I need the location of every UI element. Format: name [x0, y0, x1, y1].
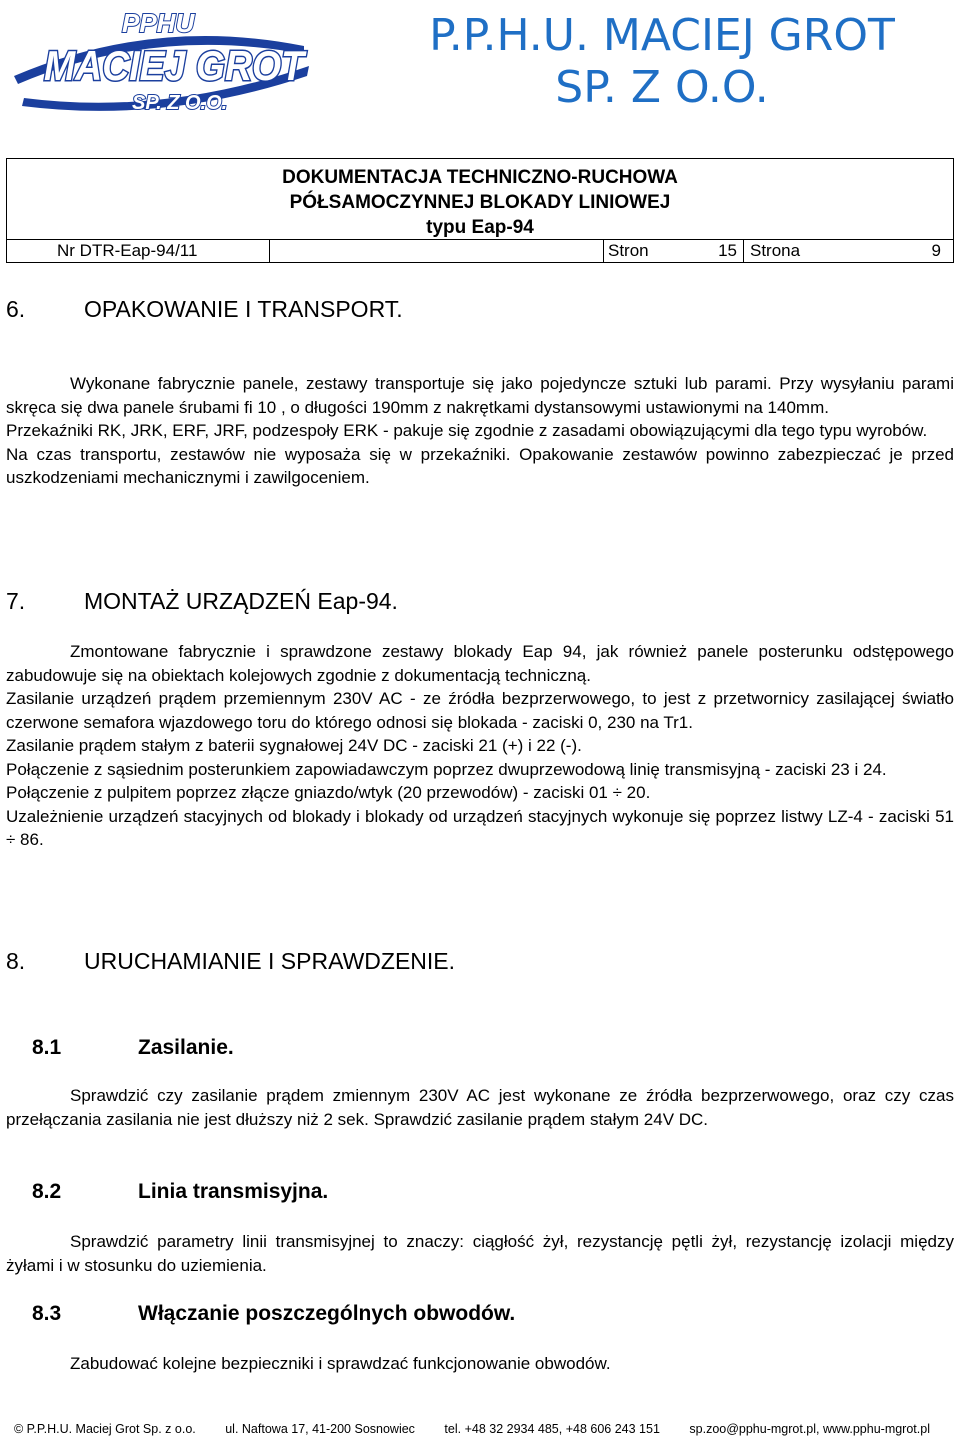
- paragraph: Zasilanie prądem stałym z baterii sygnałowej 24V DC - zaciski 21 (+) i 22 (-).: [6, 736, 582, 755]
- company-name: [402, 10, 922, 114]
- footer-address: ul. Naftowa 17, 41-200 Sosnowiec: [225, 1422, 415, 1436]
- page-footer: [14, 1422, 954, 1436]
- section-8-2-heading: [32, 1180, 328, 1204]
- section-title: MONTAŻ URZĄDZEŃ Eap-94.: [84, 588, 398, 614]
- section-7-body: [6, 640, 954, 852]
- logo-line2: MACIEJ GROT: [44, 42, 307, 89]
- paragraph: Zasilanie urządzeń prądem przemiennym 230V AC - ze źródła bezprzerwowego, to jest z przetwornicy zasilającej światło czerwone semafora wjazdowego toru do którego odnosi się blokada - zaciski 0, 230 na Tr1.: [6, 689, 954, 732]
- subsection-title: Linia transmisyjna.: [138, 1180, 329, 1203]
- paragraph: Zabudować kolejne bezpieczniki i sprawdzać funkcjonowanie obwodów.: [70, 1354, 611, 1373]
- section-8-1-body: [6, 1084, 954, 1131]
- paragraph: Połączenie z pulpitem poprzez złącze gniazdo/wtyk (20 przewodów) - zaciski 01 ÷ 20.: [6, 783, 651, 802]
- subsection-title: Zasilanie.: [138, 1036, 234, 1059]
- paragraph: Na czas transportu, zestawów nie wyposaża się w przekaźniki. Opakowanie zestawów powinno zabezpieczać je przed uszkodzeniami mechanicznymi i zawilgoceniem.: [6, 444, 954, 487]
- section-number: 8.: [6, 948, 26, 974]
- section-title: OPAKOWANIE I TRANSPORT.: [84, 296, 403, 322]
- document-title: [7, 165, 953, 240]
- meta-divider: [269, 240, 270, 262]
- company-name-line1: P.P.H.U. MACIEJ GROT: [429, 10, 895, 61]
- paragraph: Zmontowane fabrycznie i sprawdzone zestawy blokady Eap 94, jak również panele posterunku odstępowego zabudowuje się na obiektach kolejowych zgodnie z dokumentacją techniczną.: [6, 642, 954, 685]
- paragraph: Przekaźniki RK, JRK, ERF, JRF, podzespoły ERK - pakuje się zgodnie z zasadami obowiązującymi dla tego typu wyrobów.: [6, 421, 928, 440]
- section-title: URUCHAMIANIE I SPRAWDZENIE.: [84, 948, 456, 974]
- section-6-heading: [6, 296, 403, 323]
- document-header-box: [6, 158, 954, 263]
- page-value: 9: [931, 241, 941, 260]
- document-number: Nr DTR-Eap-94/11: [57, 241, 198, 260]
- document-title-line2: PÓŁSAMOCZYNNEJ BLOKADY LINIOWEJ: [289, 192, 671, 213]
- document-meta-row: [7, 239, 953, 262]
- logo-line1: PPHU: [122, 8, 195, 38]
- paragraph: Sprawdzić parametry linii transmisyjnej to znaczy: ciągłość żył, rezystancję pętli żył, rezystancję izolacji między żyłami i w stosunku do uziemienia.: [6, 1232, 954, 1275]
- paragraph: Uzależnienie urządzeń stacyjnych od blokady i blokady od urządzeń stacyjnych wykonuje się poprzez listwy LZ-4 - zaciski 51 ÷ 86.: [6, 806, 954, 849]
- section-8-3-heading: [32, 1302, 515, 1326]
- subsection-number: 8.3: [32, 1302, 62, 1325]
- page-label: Strona: [750, 241, 801, 260]
- company-name-line2: SP. Z O.O.: [555, 62, 769, 113]
- document-title-line1: DOKUMENTACJA TECHNICZNO-RUCHOWA: [282, 167, 678, 188]
- document-title-line3: typu Eap-94: [426, 217, 534, 238]
- pages-value: 15: [718, 241, 737, 260]
- subsection-title: Włączanie poszczególnych obwodów.: [138, 1302, 516, 1325]
- section-6-body: [6, 372, 954, 490]
- footer-web-link[interactable]: sp.zoo@pphu-mgrot.pl, www.pphu-mgrot.pl: [689, 1422, 930, 1436]
- paragraph: Sprawdzić czy zasilanie prądem zmiennym 230V AC jest wykonane ze źródła bezprzerwowego, oraz czy czas przełączania zasilania nie jest dłuższy niż 2 sek. Sprawdzić zasilanie prądem stałym 24V DC.: [6, 1086, 954, 1129]
- footer-phone: tel. +48 32 2934 485, +48 606 243 151: [444, 1422, 660, 1436]
- footer-company: © P.P.H.U. Maciej Grot Sp. z o.o.: [14, 1422, 196, 1436]
- section-number: 6.: [6, 296, 26, 322]
- section-8-1-heading: [32, 1036, 234, 1060]
- page-number-cell: [743, 240, 955, 262]
- section-8-3-body: [6, 1352, 954, 1376]
- subsection-number: 8.1: [32, 1036, 62, 1059]
- subsection-number: 8.2: [32, 1180, 62, 1203]
- paragraph: Połączenie z sąsiednim posterunkiem zapowiadawczym poprzez dwuprzewodową linię transmisyjną - zaciski 23 i 24.: [6, 759, 887, 779]
- section-8-heading: [6, 948, 455, 975]
- company-logo: [4, 6, 316, 116]
- paragraph: Wykonane fabrycznie panele, zestawy transportuje się jako pojedyncze sztuki lub parami. Przy wysyłaniu parami skręca się dwa panele śrubami fi 10 , o długości 190mm z nakrętkami dystansowymi ustawionymi na 140mm.: [6, 374, 954, 417]
- section-8-2-body: [6, 1230, 954, 1277]
- section-number: 7.: [6, 588, 26, 614]
- logo-line3: SP. Z O.O.: [132, 92, 228, 114]
- section-7-heading: [6, 588, 398, 615]
- pages-count-cell: [603, 240, 743, 262]
- pages-label: Stron: [608, 241, 649, 260]
